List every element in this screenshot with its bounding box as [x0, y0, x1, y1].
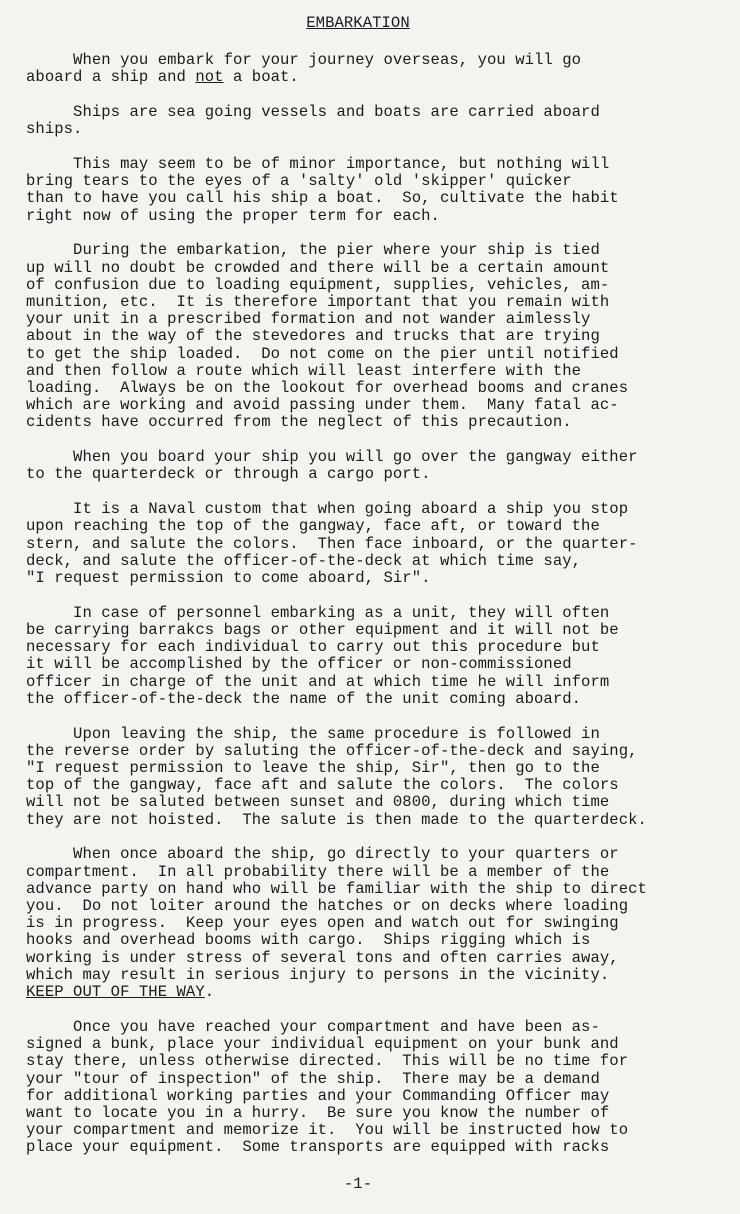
text-line: is in progress. Keep your eyes open and watch out for swinging	[26, 914, 619, 933]
text-line: When you embark for your journey overseas, you will go	[26, 51, 582, 69]
paragraph	[26, 52, 716, 86]
text-line: and then follow a route which will least interfere with the	[26, 361, 582, 380]
text-line: advance party on hand who will be familiar with the ship to direct	[26, 879, 647, 898]
text-line: hooks and overhead booms with cargo. Ships rigging which is	[26, 931, 591, 950]
underlined-word: not	[195, 68, 224, 87]
text-line-tail: a boat.	[223, 68, 299, 87]
text-line: During the embarkation, the pier where your ship is tied	[26, 241, 600, 260]
text-line: aboard a ship and	[26, 68, 196, 87]
text-line: When once aboard the ship, go directly to your quarters or	[26, 845, 619, 864]
text-line: up will no doubt be crowded and there will be a certain amount	[26, 258, 610, 277]
warning-underlined: KEEP OUT OF THE WAY	[26, 983, 205, 1002]
text-line: will not be saluted between sunset and 0800, during which time	[26, 793, 610, 812]
text-line: necessary for each individual to carry out this procedure but	[26, 638, 600, 657]
text-line: deck, and salute the officer-of-the-deck at which time say,	[26, 551, 582, 570]
text-line: In case of personnel embarking as a unit, they will often	[26, 603, 610, 622]
text-line: than to have you call his ship a boat. So, cultivate the habit	[26, 189, 619, 208]
text-line: the officer-of-the-deck the name of the unit coming aboard.	[26, 689, 582, 708]
paragraph	[26, 156, 716, 225]
text-line: "I request permission to leave the ship, Sir", then go to the	[26, 759, 600, 778]
text-line: loading. Always be on the lookout for overhead booms and cranes	[26, 379, 629, 398]
text-line: it will be accomplished by the officer or non-commissioned	[26, 655, 572, 674]
text-line: they are not hoisted. The salute is then made to the quarterdeck.	[26, 810, 647, 829]
text-line: want to locate you in a hurry. Be sure you know the number of	[26, 1103, 610, 1122]
paragraph	[26, 605, 716, 708]
text-line: bring tears to the eyes of a 'salty' old 'skipper' quicker	[26, 172, 572, 191]
paragraph	[26, 449, 716, 483]
text-line: your compartment and memorize it. You will be instructed how to	[26, 1121, 629, 1140]
text-line: stern, and salute the colors. Then face inboard, or the quarter-	[26, 534, 638, 553]
paragraph	[26, 242, 716, 431]
text-line: to the quarterdeck or through a cargo port.	[26, 465, 431, 484]
text-line: top of the gangway, face aft and salute the colors. The colors	[26, 776, 619, 795]
text-line: "I request permission to come aboard, Sir".	[26, 569, 431, 588]
text-line: the reverse order by saluting the officer-of-the-deck and saying,	[26, 741, 638, 760]
text-line: upon reaching the top of the gangway, face aft, or toward the	[26, 517, 600, 536]
page-number: -1-	[343, 1175, 373, 1193]
text-line: stay there, unless otherwise directed. This will be no time for	[26, 1052, 629, 1071]
text-line: you. Do not loiter around the hatches or on decks where loading	[26, 897, 629, 916]
text-line: compartment. In all probability there will be a member of the	[26, 862, 610, 881]
text-line: Ships are sea going vessels and boats are carried aboard	[26, 103, 600, 121]
text-line: It is a Naval custom that when going aboard a ship you stop	[26, 500, 629, 519]
text-line: about in the way of the stevedores and trucks that are trying	[26, 327, 600, 346]
text-line: ships.	[26, 120, 83, 139]
page-title: EMBARKATION	[306, 14, 410, 32]
text-line: place your equipment. Some transports are equipped with racks	[26, 1138, 610, 1157]
text-line: When you board your ship you will go over the gangway either	[26, 448, 638, 467]
text-line: This may seem to be of minor importance, but nothing will	[26, 155, 610, 173]
paragraph	[26, 104, 716, 138]
text-line: of confusion due to loading equipment, supplies, vehicles, am-	[26, 275, 610, 294]
text-line: Upon leaving the ship, the same procedure is followed in	[26, 724, 600, 743]
text-line: for additional working parties and your Commanding Officer may	[26, 1086, 610, 1105]
text-line: which may result in serious injury to persons in the vicinity.	[26, 965, 610, 984]
text-line: signed a bunk, place your individual equipment on your bunk and	[26, 1035, 619, 1054]
text-line: officer in charge of the unit and at which time he will inform	[26, 672, 610, 691]
text-line: right now of using the proper term for each.	[26, 206, 440, 225]
text-line: be carrying barrakcs bags or other equipment and it will not be	[26, 621, 619, 640]
text-line-tail: .	[204, 983, 215, 1002]
paragraph	[26, 501, 716, 587]
text-line: munition, etc. It is therefore important that you remain with	[26, 293, 610, 312]
text-line: cidents have occurred from the neglect of this precaution.	[26, 413, 572, 432]
text-line: to get the ship loaded. Do not come on the pier until notified	[26, 344, 619, 363]
text-line: working is under stress of several tons and often carries away,	[26, 948, 619, 967]
text-line: which are working and avoid passing under them. Many fatal ac-	[26, 396, 619, 415]
text-line: Once you have reached your compartment and have been as-	[26, 1017, 600, 1036]
paragraph	[26, 846, 716, 1001]
paragraph	[26, 1019, 716, 1157]
document-body	[26, 52, 716, 1174]
text-line: your unit in a prescribed formation and not wander aimlessly	[26, 310, 591, 329]
text-line: your "tour of inspection" of the ship. There may be a demand	[26, 1069, 600, 1088]
paragraph	[26, 726, 716, 829]
